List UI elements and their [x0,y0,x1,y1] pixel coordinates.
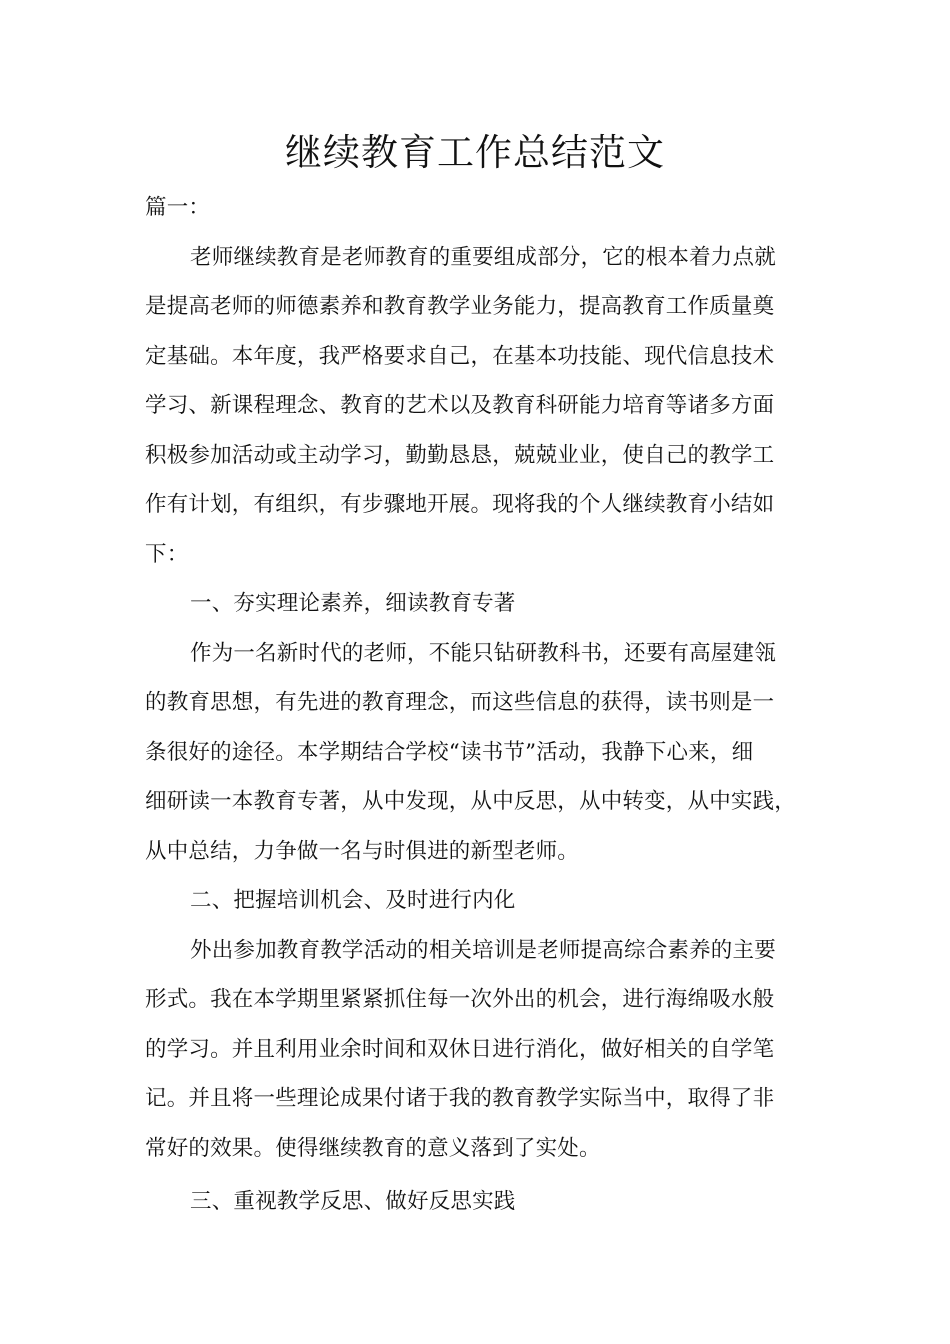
paragraph-line: 条很好的途径。本学期结合学校“读书节”活动，我静下心来，细 [145,739,754,765]
paragraph-line: 老师继续教育是老师教育的重要组成部分，它的根本着力点就 [190,244,776,270]
section-heading: 一、夯实理论素养，细读教育专著 [190,591,516,616]
paragraph-line: 作有计划，有组织，有步骤地开展。现将我的个人继续教育小结如 [145,492,775,517]
paragraph-line: 记。并且将一些理论成果付诸于我的教育教学实际当中，取得了非 [145,1086,775,1111]
paragraph-line: 定基础。本年度，我严格要求自己，在基本功技能、现代信息技术 [145,343,775,369]
document-body [145,183,830,1227]
document-title: 继续教育工作总结范文 [285,131,665,174]
paragraph-line: 下： [145,541,189,567]
paragraph-line: 细研读一本教育专著，从中发现，从中反思，从中转变，从中实践， [145,789,797,814]
paragraph-line: 是提高老师的师德素养和教育教学业务能力，提高教育工作质量奠 [145,294,775,319]
paragraph-line: 外出参加教育教学活动的相关培训是老师提高综合素养的主要 [190,937,776,963]
paragraph-line: 学习、新课程理念、教育的艺术以及教育科研能力培育等诸多方面 [145,393,775,418]
paragraph-line: 的教育思想，有先进的教育理念，而这些信息的获得，读书则是一 [145,690,775,715]
section-heading: 三、重视教学反思、做好反思实践 [190,1189,516,1214]
paragraph-line: 常好的效果。使得继续教育的意义落到了实处。 [145,1135,601,1161]
paragraph-line: 的学习。并且利用业余时间和双休日进行消化，做好相关的自学笔 [145,1036,775,1062]
paragraph-line: 作为一名新时代的老师，不能只钻研教科书，还要有高屋建瓴 [190,640,776,666]
paragraph-line: 从中总结，力争做一名与时俱进的新型老师。 [145,838,580,864]
section-label: 篇一： [145,195,211,220]
paragraph-line: 积极参加活动或主动学习，勤勤恳恳，兢兢业业，使自己的教学工 [145,442,775,468]
section-heading: 二、把握培训机会、及时进行内化 [190,888,516,913]
paragraph-line: 形式。我在本学期里紧紧抓住每一次外出的机会，进行海绵吸水般 [145,987,775,1012]
